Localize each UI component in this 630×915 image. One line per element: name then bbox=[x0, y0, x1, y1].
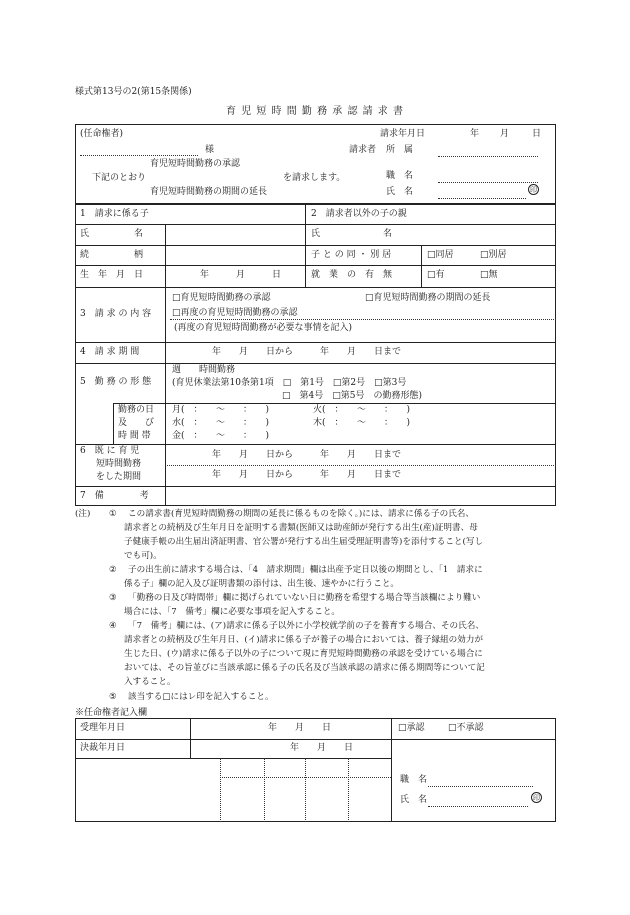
rule bbox=[75, 363, 556, 364]
rule bbox=[75, 265, 556, 266]
day-fri: 金( ： 〜 ： ) bbox=[172, 431, 270, 441]
rule bbox=[165, 363, 166, 403]
header-line2-suffix: を請求します。 bbox=[283, 173, 346, 183]
days-label-1: 勤務の日 bbox=[118, 405, 155, 415]
option-extension[interactable]: □育児短時間勤務の期間の延長 bbox=[365, 293, 491, 303]
rule bbox=[75, 486, 556, 487]
note-1-num: ① bbox=[109, 509, 117, 519]
rule bbox=[75, 444, 556, 445]
rule bbox=[75, 739, 391, 740]
rule bbox=[391, 739, 556, 740]
days-label-3: 時 間 帯 bbox=[118, 431, 151, 441]
form-id: 様式第13号の2(第15条関係) bbox=[75, 87, 192, 97]
cohabit-label: 子 と の 同 ・ 別 居 bbox=[311, 250, 392, 260]
dotted-rule bbox=[170, 319, 556, 320]
note-4-line: 「7 備考」欄には、(ア)請求に係る子以外に小学校就学前の子を養育する場合、その氏名、 bbox=[128, 621, 484, 631]
relation-label: 続 柄 bbox=[80, 250, 144, 260]
option-reapproval[interactable]: □再度の育児短時間勤務の承認 bbox=[172, 308, 298, 318]
rule bbox=[421, 245, 422, 287]
birth-value: 年 月 日 bbox=[200, 270, 282, 280]
rule bbox=[165, 444, 166, 506]
rule bbox=[75, 287, 556, 288]
dotted-rule bbox=[305, 758, 306, 822]
approve-option[interactable]: □承認 bbox=[398, 723, 425, 733]
days-label-2: 及 び bbox=[118, 418, 155, 428]
past-period-label-1: 6 既 に 育 児 bbox=[80, 446, 140, 456]
note-4-line: 入すること。 bbox=[124, 677, 176, 687]
note-5-num: ⑤ bbox=[109, 692, 117, 702]
note-4-line: 請求者との続柄及び生年月日、(イ)請求に係る子が養子の場合においては、養子縁組の効力が bbox=[124, 635, 484, 645]
auth-name-line bbox=[428, 806, 528, 807]
note-1-line: 請求者との続柄及び生年月日を証明する書類(医師又は助産師が発行する出生(産)証明書、母 bbox=[124, 523, 478, 533]
seal-icon: 印 bbox=[530, 186, 537, 194]
note-2-num: ② bbox=[109, 565, 117, 575]
child-header: 1 請求に係る子 bbox=[80, 209, 149, 219]
other-parent-header: 2 請求者以外の子の親 bbox=[311, 209, 407, 219]
rule bbox=[113, 403, 556, 404]
rule bbox=[190, 718, 191, 758]
authority-label: (任命権者) bbox=[80, 129, 124, 139]
day-wed: 水( ： 〜 ： ) bbox=[172, 418, 270, 428]
affiliation-label: 所 属 bbox=[386, 145, 414, 155]
note-5-line: 該当する□にはレ印を記入すること。 bbox=[128, 692, 274, 702]
header-line1: 育児短時間勤務の承認 bbox=[150, 159, 241, 169]
child-name-label: 氏 名 bbox=[80, 229, 144, 239]
note-1-line: この請求書(育児短時間勤務の期間の延長に係るものを除く。)には、請求に係る子の氏名、 bbox=[128, 509, 474, 519]
rule bbox=[75, 224, 556, 225]
day-tue: 火( ： 〜 ： ) bbox=[313, 405, 411, 415]
received-date-value: 年 月 日 bbox=[268, 723, 332, 733]
auth-seal-icon: 印 bbox=[533, 794, 540, 802]
request-period-label: 4 請 求 期 間 bbox=[80, 347, 140, 357]
day-mon: 月( ： 〜 ： ) bbox=[172, 405, 270, 415]
note-2-line: 子の出生前に請求する場合は、「4 請求期間」欄は出産予定日以後の期間とし、「1 請求に bbox=[128, 565, 483, 575]
law-reference-2: □ 第4号 □第5号 の勤務形態) bbox=[282, 391, 422, 401]
request-content-label: 3 請 求 の 内 容 bbox=[80, 309, 152, 319]
header-line2-prefix: 下記のとおり bbox=[92, 173, 147, 183]
birth-label: 生 年 月 日 bbox=[80, 270, 144, 280]
day-thu: 木( ： 〜 ： ) bbox=[313, 418, 411, 428]
employ-option-no[interactable]: □無 bbox=[480, 270, 498, 280]
name-line bbox=[438, 198, 526, 199]
past-period-label-2: 短時間勤務 bbox=[96, 459, 142, 469]
date-day: 日 bbox=[532, 129, 542, 139]
page-title: 育 児 短 時 間 勤 務 承 認 請 求 書 bbox=[226, 106, 404, 117]
cohabit-option-separate[interactable]: □別居 bbox=[480, 250, 507, 260]
header-line3: 育児短時間勤務の期間の延長 bbox=[150, 187, 268, 197]
rule bbox=[75, 342, 556, 343]
other-name-label: 氏 名 bbox=[311, 229, 393, 239]
rule bbox=[165, 342, 166, 363]
rule bbox=[75, 758, 391, 759]
name-label: 氏 名 bbox=[386, 187, 414, 197]
received-date-label: 受理年月日 bbox=[80, 723, 126, 733]
past-period-label-3: をした期間 bbox=[96, 472, 142, 482]
rule bbox=[165, 403, 166, 444]
rule bbox=[113, 403, 114, 444]
decision-date-label: 決裁年月日 bbox=[80, 743, 126, 753]
rule bbox=[391, 718, 392, 822]
request-period-value: 年 月 日から 年 月 日まで bbox=[212, 347, 402, 357]
decision-date-value: 年 月 日 bbox=[290, 743, 354, 753]
rule bbox=[75, 245, 556, 246]
dotted-rule bbox=[220, 777, 391, 778]
option-approval[interactable]: □育児短時間勤務の承認 bbox=[172, 293, 271, 303]
note-3-line: 場合には、「7 備考」欄に必要な事項を記入すること。 bbox=[124, 607, 341, 617]
auth-name-label: 氏 名 bbox=[400, 795, 428, 805]
disapprove-option[interactable]: □不承認 bbox=[448, 723, 484, 733]
note-3-num: ③ bbox=[109, 593, 117, 603]
dotted-rule bbox=[220, 758, 221, 822]
note-3-line: 「勤務の日及び時間帯」欄に掲げられていない日に勤務を希望する場合等当該欄により難い bbox=[128, 593, 481, 603]
date-month: 月 bbox=[500, 129, 510, 139]
employ-option-yes[interactable]: □有 bbox=[427, 270, 445, 280]
rule bbox=[165, 287, 166, 342]
job-label: 職 名 bbox=[386, 171, 414, 181]
dotted-rule bbox=[165, 465, 556, 466]
authority-section-title: ※任命権者記入欄 bbox=[75, 708, 148, 718]
note-4-line: おいては、その旨並びに当該承認に係る子の氏名及び当該承認の請求に係る期間等について記 bbox=[124, 663, 485, 673]
request-date-label: 請求年月日 bbox=[380, 129, 426, 139]
auth-job-label: 職 名 bbox=[400, 775, 428, 785]
note-4-line: 生じた日、(ウ)請求に係る子以外の子について現に育児短時間勤務の承認を受けている場合に bbox=[124, 649, 483, 659]
past-period-row-1: 年 月 日から 年 月 日まで bbox=[212, 450, 402, 460]
past-period-row-2: 年 月 日から 年 月 日まで bbox=[212, 470, 402, 480]
cohabit-option-together[interactable]: □同居 bbox=[427, 250, 454, 260]
date-year: 年 bbox=[470, 129, 480, 139]
note-1-line: でも可)。 bbox=[124, 551, 162, 561]
law-reference: (育児休業法第10条第1項 □ 第1号 □第2号 □第3号 bbox=[172, 378, 407, 388]
employ-label: 就 業 の 有 無 bbox=[311, 270, 393, 280]
affiliation-line bbox=[438, 156, 538, 157]
weekly-hours: 週 時間勤務 bbox=[172, 365, 236, 375]
note-4-num: ④ bbox=[109, 621, 117, 631]
note-1-line: 子健康手帳の出生届出済証明書、官公署が発行する出生届受理証明書等)を添付すること(写し bbox=[124, 537, 484, 547]
dotted-rule bbox=[264, 758, 265, 822]
rule bbox=[165, 224, 166, 287]
work-form-label: 5 勤 務 の 形 態 bbox=[80, 377, 152, 387]
reapproval-note: (再度の育児短時間勤務が必要な事情を記入) bbox=[174, 323, 353, 333]
note-2-line: 係る子」欄の記入及び証明書類の添付は、出生後、速やかに行うこと。 bbox=[124, 579, 400, 589]
dotted-rule bbox=[348, 758, 349, 822]
rule bbox=[305, 204, 306, 287]
requester-label: 請求者 bbox=[349, 145, 377, 155]
notes-lead: (注) bbox=[75, 509, 91, 519]
sama-label: 様 bbox=[205, 145, 215, 155]
authority-line bbox=[80, 155, 198, 156]
job-line bbox=[438, 182, 538, 183]
header-box bbox=[75, 124, 556, 204]
remarks-label: 7 備 考 bbox=[80, 491, 149, 501]
auth-job-line bbox=[428, 786, 533, 787]
